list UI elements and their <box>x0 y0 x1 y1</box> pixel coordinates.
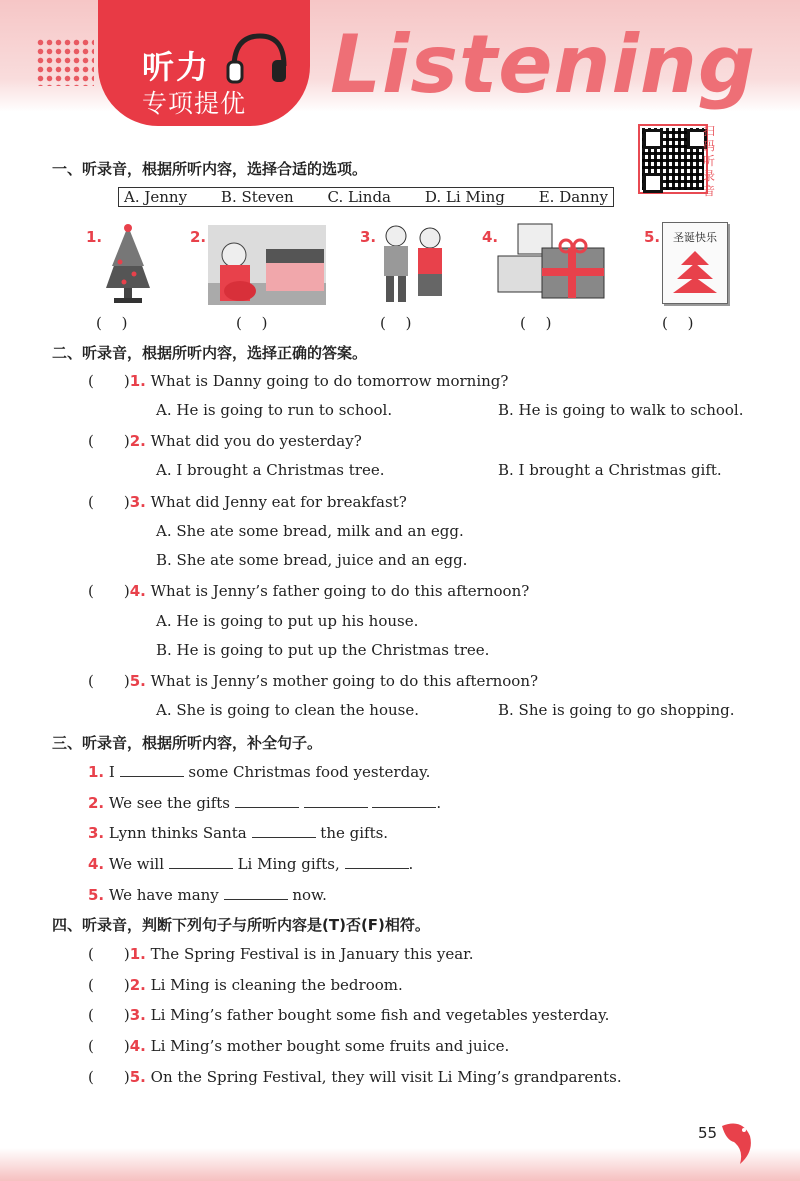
headphones-icon <box>226 30 288 86</box>
grandparents-picture <box>376 222 448 306</box>
pic2-number: 2. <box>190 228 207 246</box>
pic4-number: 4. <box>482 228 499 246</box>
s4-item5: ( )5. On the Spring Festival, they will visit Li Ming’s grandparents. <box>88 1068 622 1086</box>
option-b: B. Steven <box>220 188 294 206</box>
qr-label: 扫码听录音 <box>703 124 716 198</box>
decorative-dots <box>36 38 94 86</box>
blank-input[interactable] <box>372 793 436 808</box>
s4-item3: ( )3. Li Ming’s father bought some fish and vegetables yesterday. <box>88 1006 610 1024</box>
blank-input[interactable] <box>345 854 409 869</box>
header-title-line2: 专项提优 <box>142 89 247 118</box>
s2-q4-option-b[interactable]: B. He is going to put up the Christmas tree. <box>156 641 490 659</box>
blank-input[interactable] <box>252 823 316 838</box>
pic5-answer[interactable]: ( ) <box>662 314 694 332</box>
s2-q3: ( )3. What did Jenny eat for breakfast? <box>88 493 407 511</box>
s2-q1-option-b[interactable]: B. He is going to walk to school. <box>498 401 744 419</box>
dolphin-mascot-icon <box>716 1118 756 1168</box>
blank-input[interactable] <box>169 854 233 869</box>
s2-q5: ( )5. What is Jenny’s mother going to do this afternoon? <box>88 672 539 690</box>
christmas-tree-picture <box>100 222 156 306</box>
pic5-number: 5. <box>644 228 661 246</box>
s4-item1: ( )1. The Spring Festival is in January this year. <box>88 945 474 963</box>
s3-item1: 1. I some Christmas food yesterday. <box>88 763 431 781</box>
option-e: E. Danny <box>538 188 608 206</box>
s2-q5-option-b[interactable]: B. She is going to go shopping. <box>498 701 735 719</box>
section2-title: 二、听录音，根据所听内容，选择正确的答案。 <box>52 344 368 362</box>
s2-q5-option-a[interactable]: A. She is going to clean the house. <box>156 701 419 719</box>
s4-item4: ( )4. Li Ming’s mother bought some fruits and juice. <box>88 1037 510 1055</box>
blank-input[interactable] <box>224 885 288 900</box>
s2-q2: ( )2. What did you do yesterday? <box>88 432 362 450</box>
option-a: A. Jenny <box>124 188 188 206</box>
pic3-number: 3. <box>360 228 377 246</box>
pic2-answer[interactable]: ( ) <box>236 314 268 332</box>
page-number: 55 <box>698 1124 718 1142</box>
bedroom-santa-picture <box>208 225 326 305</box>
pic4-answer[interactable]: ( ) <box>520 314 552 332</box>
pagoda-icon <box>663 245 727 301</box>
options-box <box>118 187 614 207</box>
s2-q4: ( )4. What is Jenny’s father going to do this afternoon? <box>88 582 530 600</box>
pic1-answer[interactable]: ( ) <box>96 314 128 332</box>
s2-q1-option-a[interactable]: A. He is going to run to school. <box>156 401 393 419</box>
s3-item4: 4. We will Li Ming gifts, . <box>88 855 414 873</box>
qr-code[interactable] <box>638 124 708 194</box>
blank-input[interactable] <box>120 762 184 777</box>
s2-q1: ( )1. What is Danny going to do tomorrow morning? <box>88 372 509 390</box>
gift-boxes-picture <box>496 222 608 306</box>
s3-item5: 5. We have many now. <box>88 886 327 904</box>
s2-q3-option-a[interactable]: A. She ate some bread, milk and an egg. <box>156 522 464 540</box>
section4-title: 四、听录音，判断下列句子与所听内容是(T)否(F)相符。 <box>52 916 430 934</box>
pic3-answer[interactable]: ( ) <box>380 314 412 332</box>
card-text: 圣诞快乐 <box>673 231 717 244</box>
christmas-card-picture <box>662 222 728 304</box>
s3-item3: 3. Lynn thinks Santa the gifts. <box>88 824 389 842</box>
option-c: C. Linda <box>327 188 391 206</box>
blank-input[interactable] <box>304 793 368 808</box>
section1-title: 一、听录音，根据所听内容，选择合适的选项。 <box>52 160 368 178</box>
pic1-number: 1. <box>86 228 103 246</box>
blank-input[interactable] <box>235 793 299 808</box>
page-heading-listening: Listening <box>330 18 757 111</box>
footer-band <box>0 1148 800 1181</box>
s2-q3-option-b[interactable]: B. She ate some bread, juice and an egg. <box>156 551 468 569</box>
s2-q4-option-a[interactable]: A. He is going to put up his house. <box>156 612 419 630</box>
s2-q2-option-a[interactable]: A. I brought a Christmas tree. <box>156 461 385 479</box>
section3-title: 三、听录音，根据所听内容，补全句子。 <box>52 734 323 752</box>
s3-item2: 2. We see the gifts . <box>88 794 442 812</box>
header-title-line1: 听力 <box>142 48 211 86</box>
s4-item2: ( )2. Li Ming is cleaning the bedroom. <box>88 976 403 994</box>
s2-q2-option-b[interactable]: B. I brought a Christmas gift. <box>498 461 722 479</box>
option-d: D. Li Ming <box>424 188 505 206</box>
